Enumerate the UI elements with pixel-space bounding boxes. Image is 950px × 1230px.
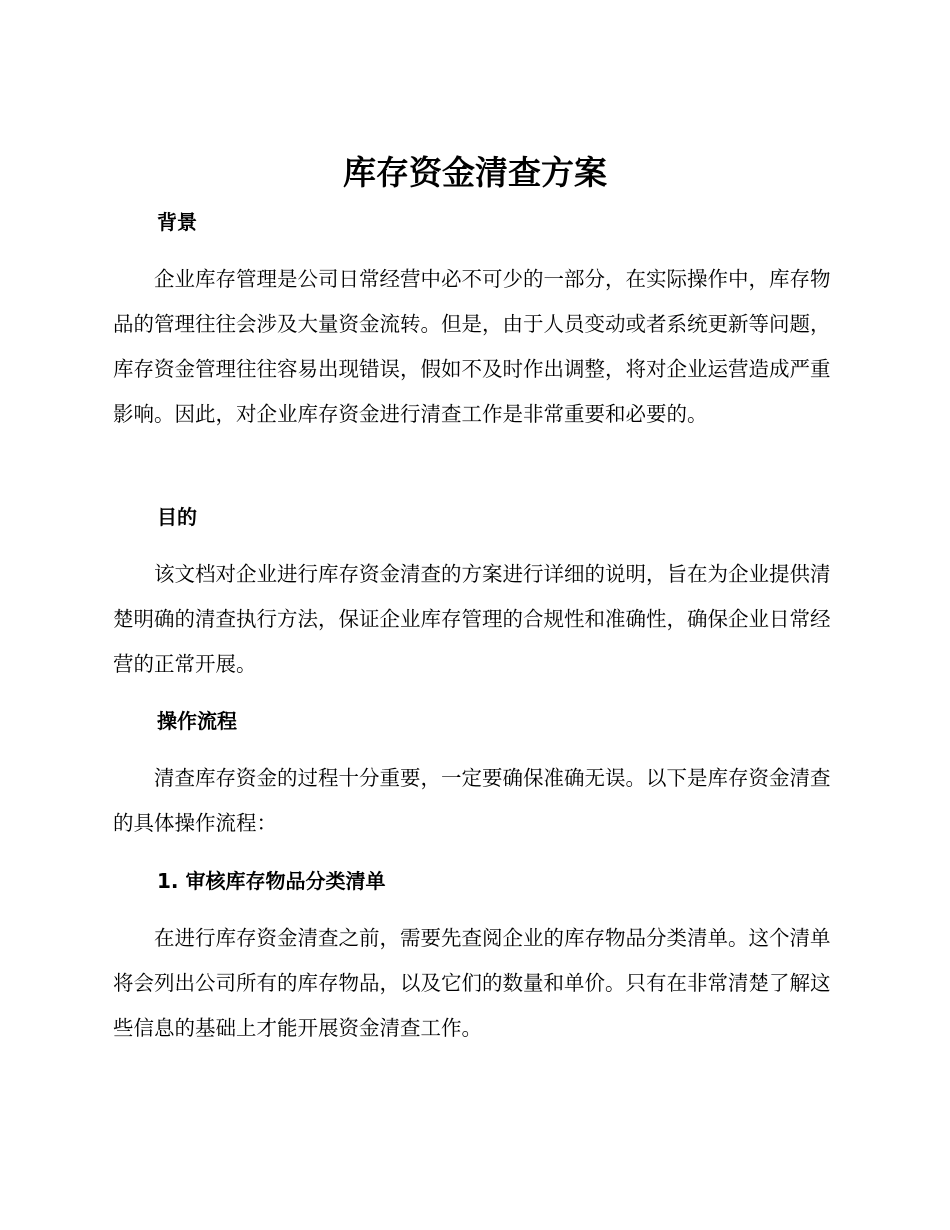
section-body-background: 企业库存管理是公司日常经营中必不可少的一部分，在实际操作中，库存物品的管理往往会涉及大量资金流转。但是，由于人员变动或者系统更新等问题，库存资金管理往往容易出现错误，假如不及时作出调整，将对企业运营造成严重影响。因此，对企业库存资金进行清查工作是非常重要和必要的。 xyxy=(113,267,831,426)
section-heading-background: 背景 xyxy=(157,210,197,234)
section-body-procedure: 清查库存资金的过程十分重要，一定要确保准确无误。以下是库存资金清查的具体操作流程： xyxy=(113,766,831,835)
section-heading-step-1: 1. 审核库存物品分类清单 xyxy=(157,869,386,893)
section-heading-purpose: 目的 xyxy=(157,505,197,529)
document-title: 库存资金清查方案 xyxy=(343,153,607,192)
section-body-step-1: 在进行库存资金清查之前，需要先查阅企业的库存物品分类清单。这个清单将会列出公司所有的库存物品，以及它们的数量和单价。只有在非常清楚了解这些信息的基础上才能开展资金清查工作。 xyxy=(113,926,831,1040)
section-heading-procedure: 操作流程 xyxy=(157,709,237,733)
section-body-purpose: 该文档对企业进行库存资金清查的方案进行详细的说明，旨在为企业提供清楚明确的清查执行方法，保证企业库存管理的合规性和准确性，确保企业日常经营的正常开展。 xyxy=(113,562,831,676)
